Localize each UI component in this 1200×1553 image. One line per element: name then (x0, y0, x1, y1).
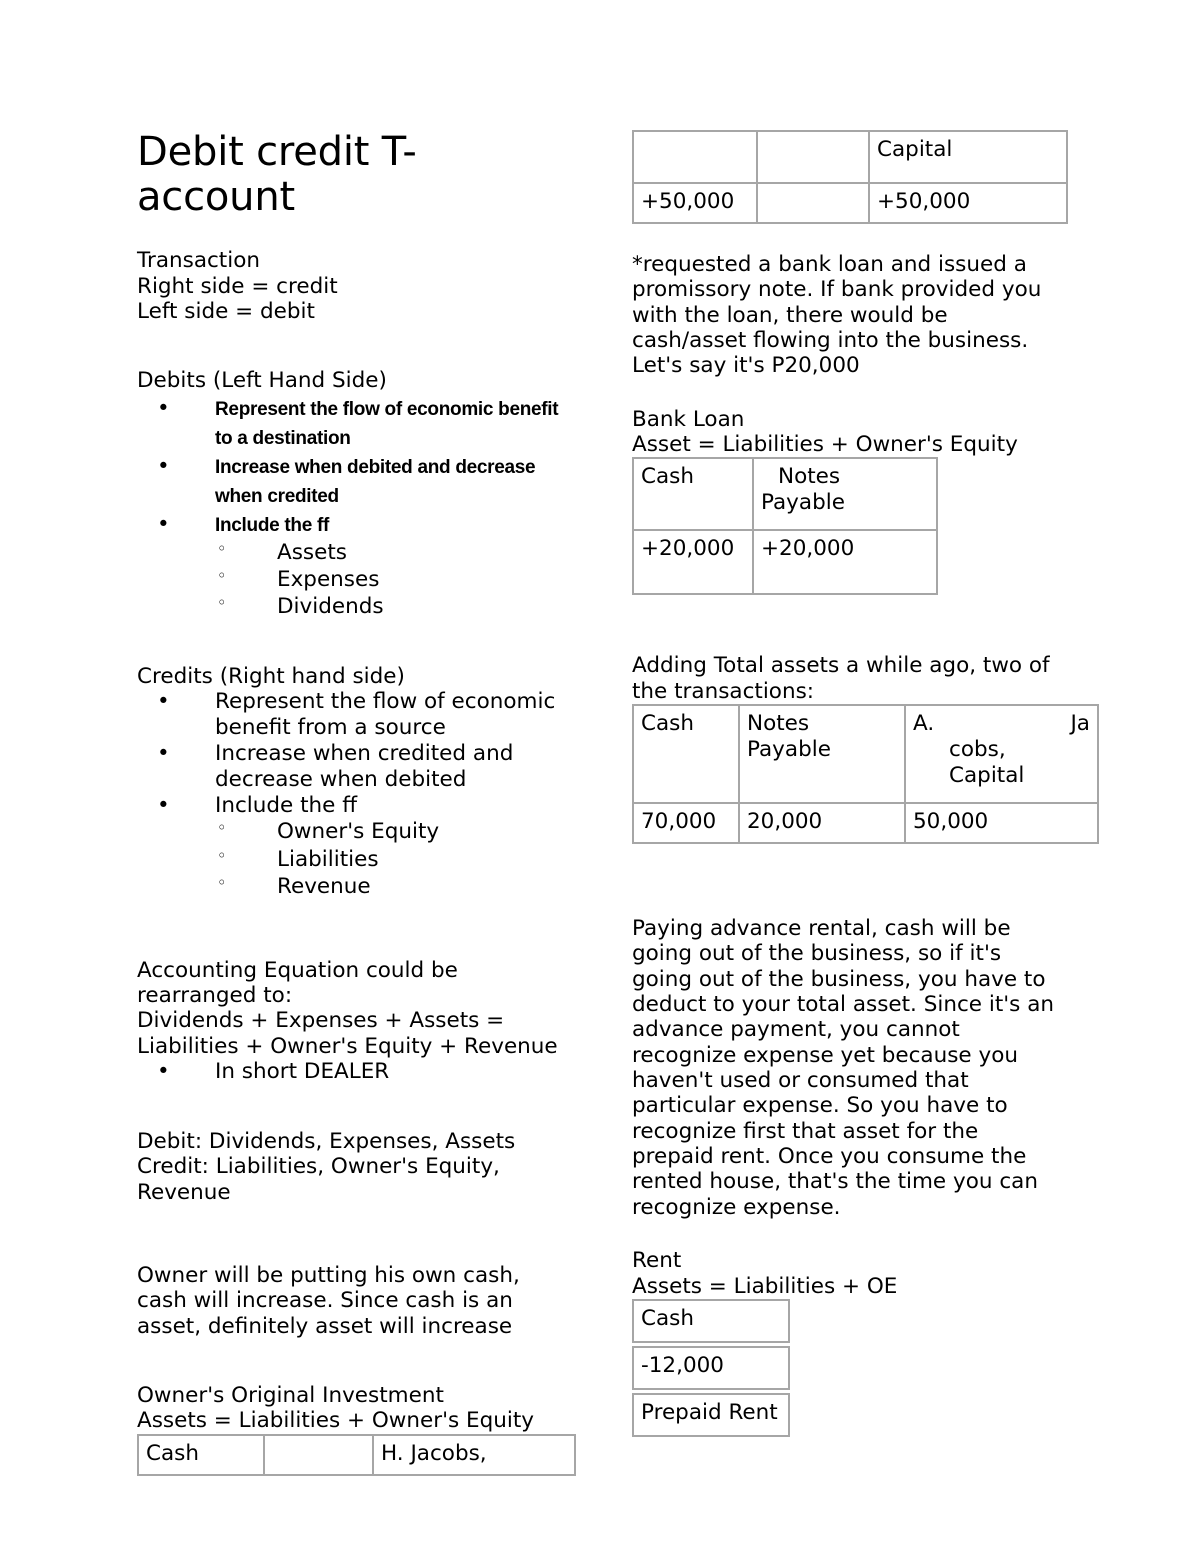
left-side-line: Left side = debit (137, 299, 315, 325)
cell-empty (264, 1435, 373, 1475)
totals-intro (632, 653, 1062, 704)
rent-heading: Rent (632, 1248, 682, 1274)
debits-bullet-list (137, 394, 567, 539)
accounting-equation-block (137, 958, 567, 1059)
cell-empty (757, 183, 869, 223)
debits-bullet-item (137, 394, 567, 452)
circle-bullet-icon: ◦ (217, 818, 227, 838)
totals-intro-line: the transactions: (632, 678, 815, 704)
jacobs-first-line (913, 711, 1090, 737)
cell-notes-payable-header (753, 458, 937, 530)
owner-cash-note-line: asset, definitely asset will increase (137, 1313, 513, 1339)
accounting-equation-line: Liabilities + Owner's Equity + Revenue (137, 1033, 558, 1059)
credits-sub-text: Liabilities (277, 846, 379, 872)
table-row (633, 458, 937, 530)
debits-bullet-item (137, 510, 567, 539)
debit-list-line: Debit: Dividends, Expenses, Assets (137, 1128, 516, 1154)
credits-bullet-item (137, 689, 567, 741)
capital-table (632, 130, 1068, 224)
circle-bullet-icon: ◦ (217, 565, 227, 585)
right-column (632, 130, 1090, 1437)
bank-loan-block (632, 407, 1062, 458)
bullet-icon: • (157, 792, 170, 818)
dealer-bullet-item (137, 1059, 567, 1085)
cell-capital-amount: +50,000 (869, 183, 1067, 223)
table-row (633, 1300, 789, 1342)
bank-note-line: promissory note. If bank provided you (632, 277, 1042, 303)
table-row (633, 183, 1067, 223)
bank-note-line: Let's say it's P20,000 (632, 353, 860, 379)
table-row (633, 530, 937, 594)
debits-sub-list (137, 539, 567, 620)
accounting-equation-line: Dividends + Expenses + Assets = (137, 1008, 505, 1034)
rental-note-line: going out of the business, so if it's (632, 941, 1002, 967)
owner-investment-equation: Assets = Liabilities + Owner's Equity (137, 1408, 534, 1434)
credits-bullet-list (137, 689, 567, 818)
cell-cash-amount: +20,000 (633, 530, 753, 594)
dealer-bullet-text: In short DEALER (215, 1059, 390, 1085)
credits-sub-text: Owner's Equity (277, 819, 440, 845)
cell-notes-payable-header (739, 705, 905, 803)
cell-cash: Cash (633, 1300, 789, 1342)
notes-line: Notes (747, 711, 810, 737)
totals-intro-line: Adding Total assets a while ago, two of (632, 653, 1050, 679)
circle-bullet-icon: ◦ (217, 872, 227, 892)
right-side-line: Right side = credit (137, 273, 338, 299)
owner-cash-note (137, 1263, 567, 1339)
table-row (633, 705, 1098, 803)
debits-sub-text: Expenses (277, 566, 380, 592)
debits-sub-text: Assets (277, 539, 347, 565)
bank-note-line: *requested a bank loan and issued a (632, 251, 1027, 277)
owner-cash-note-line: cash will increase. Since cash is an (137, 1288, 513, 1314)
owner-investment-table (137, 1434, 576, 1476)
credits-sub-item (137, 873, 567, 900)
jacobs-capital-label: Capital (949, 762, 1025, 788)
debits-bullet-text: Include the ff (215, 514, 330, 536)
bullet-icon: • (157, 453, 170, 479)
debits-heading: Debits (Left Hand Side) (137, 368, 387, 394)
cell-notes-payable-amount: +20,000 (753, 530, 937, 594)
credits-bullet-item (137, 741, 567, 793)
jacobs-initial: A. (913, 711, 935, 737)
credits-bullet-text: Increase when credited and decrease when debited (215, 741, 514, 792)
credits-sub-item (137, 818, 567, 845)
owner-cash-note-line: Owner will be putting his own cash, (137, 1263, 520, 1289)
payable-line: Payable (747, 736, 831, 762)
transaction-line: Transaction (137, 248, 260, 274)
dealer-bullet-list (137, 1059, 567, 1085)
circle-bullet-icon: ◦ (217, 538, 227, 558)
debits-sub-item (137, 539, 567, 566)
cell-capital-total: 50,000 (905, 803, 1098, 843)
cell-notes-payable-total: 20,000 (739, 803, 905, 843)
rent-table-prepaid (632, 1393, 790, 1437)
bullet-icon: • (157, 689, 170, 715)
circle-bullet-icon: ◦ (217, 845, 227, 865)
jacobs-name-part: Ja (1070, 711, 1090, 737)
dealer-breakdown (137, 1129, 567, 1205)
rental-note-line: recognize expense yet because you (632, 1042, 1018, 1068)
credits-sub-item (137, 846, 567, 873)
cell-cash-header: Cash (633, 705, 739, 803)
cell-empty (757, 131, 869, 183)
cell-empty (633, 131, 757, 183)
rental-note-line: deduct to your total asset. Since it's an (632, 991, 1055, 1017)
table-row (138, 1435, 575, 1475)
owner-investment-block (137, 1383, 567, 1434)
rent-table-cash (632, 1299, 790, 1343)
bullet-icon: • (157, 511, 170, 537)
credits-sub-text: Revenue (277, 873, 371, 899)
bullet-icon: • (157, 395, 170, 421)
rental-note-line: recognize expense. (632, 1194, 841, 1220)
payable-line: Payable (761, 490, 845, 516)
rental-note-line: advance payment, you cannot (632, 1017, 960, 1043)
credit-list-line: Credit: Liabilities, Owner's Equity, (137, 1154, 500, 1180)
rental-note-line: particular expense. So you have to (632, 1093, 1008, 1119)
rental-note-line: rented house, that's the time you can (632, 1169, 1038, 1195)
bank-note (632, 252, 1062, 379)
rent-table-amount (632, 1346, 790, 1390)
bank-loan-table (632, 457, 938, 595)
cell-prepaid-rent: Prepaid Rent (633, 1394, 789, 1436)
cell-jacobs-capital-header (905, 705, 1098, 803)
table-row (633, 1394, 789, 1436)
bullet-icon: • (157, 741, 170, 767)
debits-sub-text: Dividends (277, 594, 384, 620)
owner-investment-heading: Owner's Original Investment (137, 1383, 444, 1409)
bank-note-line: cash/asset flowing into the business. (632, 327, 1029, 353)
rental-note (632, 916, 1062, 1220)
rental-note-line: Paying advance rental, cash will be (632, 915, 1011, 941)
debits-bullet-text: Increase when debited and decrease when credited (215, 456, 536, 507)
rent-block (632, 1248, 1062, 1299)
cell-cash: Cash (138, 1435, 264, 1475)
notes-line: Notes (778, 464, 841, 490)
credits-bullet-text: Include the ff (215, 792, 358, 818)
credits-bullet-text: Represent the flow of economic benefit from a source (215, 689, 556, 741)
cell-cash-total: 70,000 (633, 803, 739, 843)
rental-note-line: going out of the business, you have to (632, 966, 1046, 992)
debits-bullet-item (137, 452, 567, 510)
rental-note-line: haven't used or consumed that (632, 1067, 969, 1093)
page-title: Debit credit T-account (137, 129, 417, 221)
jacobs-name-rest: cobs, (949, 736, 1006, 762)
credits-heading: Credits (Right hand side) (137, 664, 405, 690)
bank-note-line: with the loan, there would be (632, 302, 948, 328)
credit-list-line-cont: Revenue (137, 1179, 231, 1205)
table-row (633, 131, 1067, 183)
table-row (633, 1347, 789, 1389)
bullet-icon: • (157, 1059, 170, 1085)
transaction-block (137, 248, 567, 324)
credits-sub-list (137, 818, 567, 899)
cell-capital-header: Capital (869, 131, 1067, 183)
debits-bullet-text: Represent the flow of economic benefit to a destination (215, 398, 559, 449)
cell-capital-owner: H. Jacobs, (373, 1435, 575, 1475)
table-row (633, 803, 1098, 843)
cell-cash-amount: -12,000 (633, 1347, 789, 1389)
debits-sub-item (137, 593, 567, 620)
debits-sub-item (137, 566, 567, 593)
accounting-equation-line: Accounting Equation could be (137, 957, 458, 983)
rental-note-line: prepaid rent. Once you consume the (632, 1144, 1027, 1170)
bank-loan-equation: Asset = Liabilities + Owner's Equity (632, 431, 1018, 457)
accounting-equation-line: rearranged to: (137, 983, 293, 1009)
circle-bullet-icon: ◦ (217, 593, 227, 613)
cell-cash-header: Cash (633, 458, 753, 530)
rent-equation: Assets = Liabilities + OE (632, 1273, 898, 1299)
credits-bullet-item (137, 793, 567, 819)
totals-table (632, 704, 1099, 844)
left-column (137, 130, 567, 1476)
rental-note-line: recognize first that asset for the (632, 1118, 979, 1144)
rent-table-stack (632, 1299, 1062, 1437)
cell-cash-amount: +50,000 (633, 183, 757, 223)
bank-loan-heading: Bank Loan (632, 406, 745, 432)
